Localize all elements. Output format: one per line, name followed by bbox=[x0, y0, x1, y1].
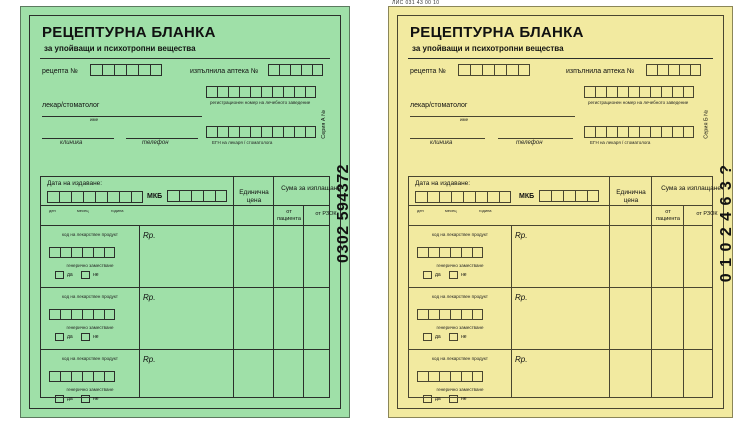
form-subtitle-green: за упойващи и психотропни вещества bbox=[44, 44, 196, 53]
date-header-yellow: Дата на издаване: bbox=[415, 180, 471, 187]
product-code-boxes-3-yellow[interactable] bbox=[417, 371, 483, 382]
doctor-label-yellow: лекар/стоматолог bbox=[410, 102, 468, 109]
date-part-day-green: ден bbox=[49, 208, 56, 213]
top-code-yellow: ЛИС 031 43 00 10 bbox=[392, 0, 440, 6]
generic-no-label-1-green: не bbox=[93, 272, 99, 278]
egn-hint-yellow: ЕГН на лекаря / стоматолога bbox=[590, 140, 651, 145]
generic-label-1-yellow: генерично заместване bbox=[436, 263, 484, 268]
generic-label-3-green: генерично заместване bbox=[66, 387, 114, 392]
generic-no-box-2-yellow[interactable] bbox=[449, 333, 458, 341]
registration-no-boxes-yellow[interactable] bbox=[584, 86, 694, 98]
pharmacy-no-label-green: изпълнила аптека № bbox=[190, 68, 259, 75]
clinic-line-green bbox=[42, 138, 114, 139]
recipe-no-boxes-green[interactable] bbox=[90, 64, 162, 76]
table-vline-unit-green bbox=[233, 177, 234, 397]
form-border-yellow bbox=[397, 15, 735, 409]
prescription-form-yellow bbox=[388, 6, 733, 418]
generic-no-label-3-yellow: не bbox=[461, 396, 467, 402]
generic-yes-box-1-yellow[interactable] bbox=[423, 271, 432, 279]
pharmacy-no-boxes-green[interactable] bbox=[268, 64, 323, 76]
mkb-label-yellow: МКБ bbox=[519, 193, 535, 200]
phone-line-green bbox=[126, 138, 198, 139]
generic-yes-box-2-green[interactable] bbox=[55, 333, 64, 341]
doctor-egn-boxes-yellow[interactable] bbox=[584, 126, 694, 138]
generic-no-box-1-green[interactable] bbox=[81, 271, 90, 279]
table-vline-unit-yellow bbox=[609, 177, 610, 397]
generic-yes-label-2-yellow: да bbox=[435, 334, 441, 340]
sum-header-yellow: Сума за изплащане bbox=[661, 185, 721, 192]
recipe-no-label-yellow: рецепта № bbox=[410, 68, 446, 75]
phone-label-green: телефон bbox=[142, 140, 169, 146]
rp-label-2-yellow: Rp. bbox=[515, 293, 528, 302]
form-title-yellow: РЕЦЕПТУРНА БЛАНКА bbox=[410, 24, 584, 41]
generic-label-1-green: генерично заместване bbox=[66, 263, 114, 268]
generic-no-box-3-green[interactable] bbox=[81, 395, 90, 403]
serial-label-yellow: Серия Б № bbox=[704, 110, 710, 139]
generic-no-label-2-yellow: не bbox=[461, 334, 467, 340]
sum-header-green: Сума за изплащане bbox=[281, 185, 341, 192]
phone-line-yellow bbox=[498, 138, 573, 139]
generic-yes-box-1-green[interactable] bbox=[55, 271, 64, 279]
generic-no-label-3-green: не bbox=[93, 396, 99, 402]
generic-yes-label-1-yellow: да bbox=[435, 272, 441, 278]
table-vline-rp-yellow bbox=[511, 225, 512, 397]
doctor-egn-boxes-green[interactable] bbox=[206, 126, 316, 138]
product-code-label-1-yellow: код на лекарствен продукт bbox=[432, 232, 488, 237]
date-part-year-green: година bbox=[111, 208, 124, 213]
generic-no-label-2-green: не bbox=[93, 334, 99, 340]
mkb-boxes-green[interactable] bbox=[167, 190, 227, 202]
date-header-green: Дата на издаване: bbox=[47, 180, 103, 187]
header-rule-green bbox=[40, 58, 330, 59]
table-vline-sum-green bbox=[273, 177, 274, 397]
doctor-line-green bbox=[42, 116, 202, 117]
rp-label-1-yellow: Rp. bbox=[515, 231, 528, 240]
table-hline-2-yellow bbox=[409, 225, 712, 226]
table-hline-3-green bbox=[41, 287, 329, 288]
pharmacy-no-label-yellow: изпълнила аптека № bbox=[566, 68, 635, 75]
date-part-day-yellow: ден bbox=[417, 208, 424, 213]
generic-no-label-1-yellow: не bbox=[461, 272, 467, 278]
product-code-boxes-2-green[interactable] bbox=[49, 309, 115, 320]
table-vline-sum-yellow bbox=[651, 177, 652, 397]
sum-col-rzok-green: от РЗОК bbox=[315, 211, 337, 217]
table-hline-4-green bbox=[41, 349, 329, 350]
rp-label-3-green: Rp. bbox=[143, 355, 156, 364]
generic-yes-label-3-yellow: да bbox=[435, 396, 441, 402]
date-part-month-yellow: месец bbox=[445, 208, 457, 213]
generic-label-2-green: генерично заместване bbox=[66, 325, 114, 330]
doctor-name-hint-green: име bbox=[90, 117, 99, 122]
registration-no-boxes-green[interactable] bbox=[206, 86, 316, 98]
registration-hint-yellow: регистрационен номер на лечебното заведение bbox=[588, 100, 689, 105]
date-boxes-yellow[interactable] bbox=[415, 191, 511, 203]
sum-col-patient-yellow: от пациента bbox=[656, 209, 680, 222]
prescription-table-yellow bbox=[408, 176, 721, 402]
date-part-month-green: месец bbox=[77, 208, 89, 213]
generic-no-box-2-green[interactable] bbox=[81, 333, 90, 341]
sum-col-rzok-yellow: от РЗОК bbox=[696, 211, 718, 217]
product-code-boxes-1-yellow[interactable] bbox=[417, 247, 483, 258]
product-code-label-3-green: код на лекарствен продукт bbox=[62, 356, 118, 361]
serial-number-green: 0302 594372 bbox=[335, 164, 352, 263]
header-rule-yellow bbox=[408, 58, 713, 59]
table-hline-4-yellow bbox=[409, 349, 712, 350]
mkb-boxes-yellow[interactable] bbox=[539, 190, 599, 202]
phone-label-yellow: телефон bbox=[516, 140, 543, 146]
product-code-boxes-2-yellow[interactable] bbox=[417, 309, 483, 320]
table-vline-sum1-green bbox=[303, 205, 304, 397]
table-vline-rp-green bbox=[139, 225, 140, 397]
date-boxes-green[interactable] bbox=[47, 191, 143, 203]
egn-hint-green: ЕГН на лекаря / стоматолога bbox=[212, 140, 273, 145]
pharmacy-no-boxes-yellow[interactable] bbox=[646, 64, 701, 76]
doctor-label-green: лекар/стоматолог bbox=[42, 102, 100, 109]
form-title-green: РЕЦЕПТУРНА БЛАНКА bbox=[42, 24, 216, 41]
generic-yes-box-3-green[interactable] bbox=[55, 395, 64, 403]
product-code-label-2-yellow: код на лекарствен продукт bbox=[432, 294, 488, 299]
generic-yes-box-3-yellow[interactable] bbox=[423, 395, 432, 403]
serial-label-green: Серия А № bbox=[321, 110, 327, 139]
form-subtitle-yellow: за упойващи и психотропни вещества bbox=[412, 44, 564, 53]
doctor-line-yellow bbox=[410, 116, 575, 117]
generic-label-2-yellow: генерично заместване bbox=[436, 325, 484, 330]
table-vline-sum1-yellow bbox=[683, 205, 684, 397]
mkb-label-green: МКБ bbox=[147, 193, 163, 200]
generic-yes-box-2-yellow[interactable] bbox=[423, 333, 432, 341]
table-hline-3-yellow bbox=[409, 287, 712, 288]
table-hline-1-green bbox=[41, 205, 329, 206]
sum-col-patient-green: от пациента bbox=[277, 209, 301, 222]
form-border-green bbox=[29, 15, 352, 409]
product-code-label-2-green: код на лекарствен продукт bbox=[62, 294, 118, 299]
registration-hint-green: регистрационен номер на лечебното заведение bbox=[210, 100, 311, 105]
unit-price-header-yellow: Единична цена bbox=[616, 189, 646, 204]
clinic-line-yellow bbox=[410, 138, 485, 139]
clinic-label-yellow: клиника bbox=[430, 140, 453, 146]
product-code-boxes-3-green[interactable] bbox=[49, 371, 115, 382]
doctor-name-hint-yellow: име bbox=[460, 117, 469, 122]
generic-yes-label-3-green: да bbox=[67, 396, 73, 402]
table-hline-2-green bbox=[41, 225, 329, 226]
rp-label-2-green: Rp. bbox=[143, 293, 156, 302]
rp-label-1-green: Rp. bbox=[143, 231, 156, 240]
serial-number-yellow: 0 1 0 2 4 6 3 ? bbox=[718, 164, 735, 283]
recipe-no-boxes-yellow[interactable] bbox=[458, 64, 530, 76]
generic-yes-label-1-green: да bbox=[67, 272, 73, 278]
product-code-label-3-yellow: код на лекарствен продукт bbox=[432, 356, 488, 361]
clinic-label-green: клиника bbox=[60, 140, 83, 146]
generic-no-box-3-yellow[interactable] bbox=[449, 395, 458, 403]
rp-label-3-yellow: Rp. bbox=[515, 355, 528, 364]
table-hline-1-yellow bbox=[409, 205, 712, 206]
date-part-year-yellow: година bbox=[479, 208, 492, 213]
generic-label-3-yellow: генерично заместване bbox=[436, 387, 484, 392]
product-code-boxes-1-green[interactable] bbox=[49, 247, 115, 258]
prescription-table-green bbox=[40, 176, 341, 402]
unit-price-header-green: Единична цена bbox=[239, 189, 269, 204]
prescription-form-green bbox=[20, 6, 350, 418]
generic-yes-label-2-green: да bbox=[67, 334, 73, 340]
recipe-no-label-green: рецепта № bbox=[42, 68, 78, 75]
product-code-label-1-green: код на лекарствен продукт bbox=[62, 232, 118, 237]
generic-no-box-1-yellow[interactable] bbox=[449, 271, 458, 279]
